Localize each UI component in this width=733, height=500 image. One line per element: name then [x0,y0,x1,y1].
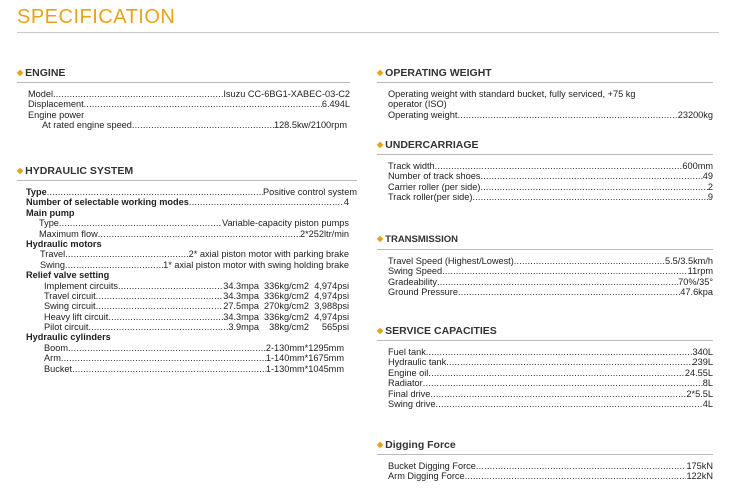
section-divider [17,180,357,181]
undercarriage-row: Carrier roller (per side) ..... 2 [388,182,713,192]
transmission-section [377,234,713,298]
operating-weight-heading: ◆ OPERATING WEIGHT [377,67,492,79]
relief-row: Heavy lift circuit ..... 34.3mpa 336kg/cm2 4,974psi [26,312,357,322]
relief-row: Swing circuit ..... 27.5mpa 270kg/cm2 3,988psi [26,301,357,311]
service-row: Engine oil ..... 24.55L [388,368,713,378]
digging-force-heading: ◆ Digging Force [377,439,456,451]
operating-weight-desc: Operating weight with standard bucket, fully serviced, +75 kg [388,89,636,99]
boom-cylinder-row: Boom ..... 2-130mm*1295mm [26,343,357,353]
title-divider [17,32,719,33]
section-divider [377,249,713,250]
engine-power-row: Engine power [28,109,85,120]
hydraulic-type-row: Type ..... Positive control system [26,187,357,197]
diamond-icon: ◆ [377,440,384,449]
relief-row: Pilot circuit ..... 3.9mpa 38kg/cm2 565psi [26,322,357,332]
service-row: Radiator ..... 8L [388,378,713,388]
digging-row: Bucket Digging Force ..... 175kN [388,461,713,471]
hydraulic-cylinders-heading: Hydraulic cylinders [26,332,111,343]
digging-force-section [377,439,713,482]
diamond-icon: ◆ [377,140,384,149]
transmission-row: Gradeability ..... 70%/35° [388,277,713,287]
arm-cylinder-row: Arm ..... 1-140mm*1675mm [26,353,357,363]
relief-row: Travel circuit ..... 34.3mpa 336kg/cm2 4,974psi [26,291,357,301]
engine-heading: ◆ ENGINE [17,67,66,79]
engine-rated-speed-row: At rated engine speed ..... 128.5kw/2100rpm [28,120,350,130]
working-modes-row: Number of selectable working modes ..... 4 [26,197,357,207]
service-row: Hydraulic tank ..... 239L [388,357,713,367]
service-row: Swing drive ..... 4L [388,399,713,409]
service-capacities-section [377,325,713,409]
travel-motor-row: Travel ..... 2* axial piston motor with parking brake [26,249,357,259]
engine-model-row: Model ..... Isuzu CC-6BG1-XABEC-03-C2 [28,89,350,99]
operating-weight-row: Operating weight ..... 23200kg [388,110,713,120]
undercarriage-row: Track width ..... 600mm [388,161,713,171]
transmission-row: Swing Speed ..... 11rpm [388,266,713,276]
engine-displacement-row: Displacement ..... 6.494L [28,99,350,109]
diamond-icon: ◆ [377,326,384,335]
bucket-cylinder-row: Bucket ..... 1-130mm*1045mm [26,364,357,374]
diamond-icon: ◆ [377,234,384,243]
relief-valve-heading: Relief valve setting [26,270,110,281]
section-divider [377,340,713,341]
digging-row: Arm Digging Force ..... 122kN [388,471,713,481]
undercarriage-section [377,139,713,203]
engine-section [17,67,350,131]
transmission-heading: ◆ TRANSMISSION [377,234,458,245]
swing-motor-row: Swing ..... 1* axial piston motor with swing holding brake [26,260,357,270]
relief-row: Implement circuits ..... 34.3mpa 336kg/cm2 4,974psi [26,281,357,291]
hydraulic-heading: ◆ HYDRAULIC SYSTEM [17,165,134,177]
diamond-icon: ◆ [377,68,384,77]
section-divider [377,82,713,83]
transmission-row: Ground Pressure ..... 47.6kpa [388,287,713,297]
service-row: Fuel tank ..... 340L [388,347,713,357]
hydraulic-motors-heading: Hydraulic motors [26,238,102,249]
undercarriage-row: Number of track shoes ..... 49 [388,171,713,181]
diamond-icon: ◆ [17,68,24,77]
undercarriage-heading: ◆ UNDERCARRIAGE [377,139,479,151]
hydraulic-section [17,165,357,374]
main-pump-heading: Main pump [26,207,75,218]
pump-type-row: Type ..... Variable-capacity piston pumps [26,218,357,228]
service-capacities-heading: ◆ SERVICE CAPACITIES [377,325,497,337]
operating-weight-section [377,67,713,120]
section-divider [17,82,350,83]
diamond-icon: ◆ [17,166,24,175]
undercarriage-row: Track roller(per side) ..... 9 [388,192,713,202]
operating-weight-desc: operator (ISO) [388,99,447,110]
max-flow-row: Maximum flow ..... 2*252ltr/min [26,229,357,239]
section-divider [377,454,713,455]
page-title: SPECIFICATION [17,6,176,28]
transmission-row: Travel Speed (Highest/Lowest) ..... 5.5/3.5km/h [388,256,713,266]
section-divider [377,154,713,155]
service-row: Final drive ..... 2*5.5L [388,389,713,399]
